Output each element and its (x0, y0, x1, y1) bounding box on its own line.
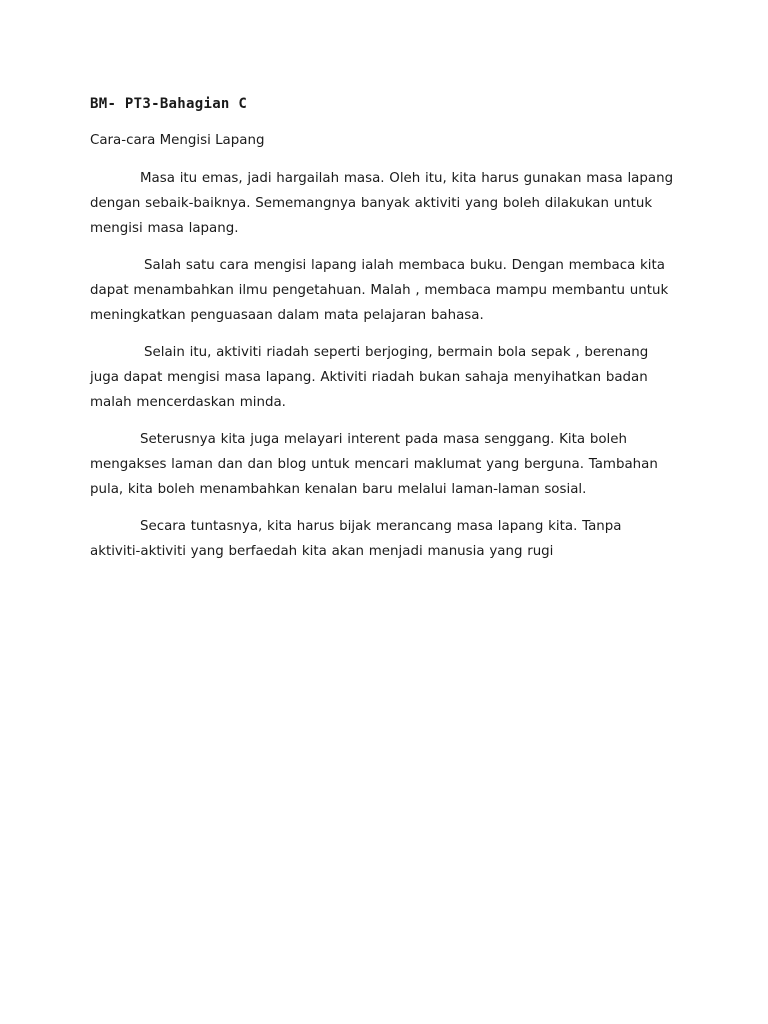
document-subtitle: Cara-cara Mengisi Lapang (90, 133, 265, 148)
paragraph-line: mengisi masa lapang. (90, 221, 239, 236)
paragraph-2 (90, 253, 690, 328)
paragraph-line: pula, kita boleh menambahkan kenalan baru melalui laman-laman sosial. (90, 482, 587, 497)
paragraph-5 (90, 514, 690, 564)
paragraph-line: dapat menambahkan ilmu pengetahuan. Malah , membaca mampu membantu untuk (90, 283, 669, 298)
paragraph-line: aktiviti-aktiviti yang berfaedah kita akan menjadi manusia yang rugi (90, 544, 554, 559)
paragraph-line: juga dapat mengisi masa lapang. Aktiviti riadah bukan sahaja menyihatkan badan (90, 370, 648, 385)
paragraph-line: dengan sebaik-baiknya. Sememangnya banyak aktiviti yang boleh dilakukan untuk (90, 196, 653, 211)
document-page (90, 94, 690, 576)
paragraph-line: malah mencerdaskan minda. (90, 395, 286, 410)
paragraph-line: mengakses laman dan dan blog untuk mencari maklumat yang berguna. Tambahan (90, 457, 658, 472)
paragraph-line: Salah satu cara mengisi lapang ialah membaca buku. Dengan membaca kita (144, 258, 665, 273)
paragraph-1 (90, 166, 690, 241)
paragraph-3 (90, 340, 690, 415)
paragraph-line: Secara tuntasnya, kita harus bijak merancang masa lapang kita. Tanpa (140, 519, 622, 534)
paragraph-4 (90, 427, 690, 502)
paragraph-line: Masa itu emas, jadi hargailah masa. Oleh itu, kita harus gunakan masa lapang (140, 171, 674, 186)
paragraph-line: meningkatkan penguasaan dalam mata pelajaran bahasa. (90, 308, 484, 323)
paragraph-line: Selain itu, aktiviti riadah seperti berjoging, bermain bola sepak , berenang (144, 345, 649, 360)
paragraph-line: Seterusnya kita juga melayari interent pada masa senggang. Kita boleh (140, 432, 628, 447)
document-title: BM- PT3-Bahagian C (90, 96, 248, 112)
